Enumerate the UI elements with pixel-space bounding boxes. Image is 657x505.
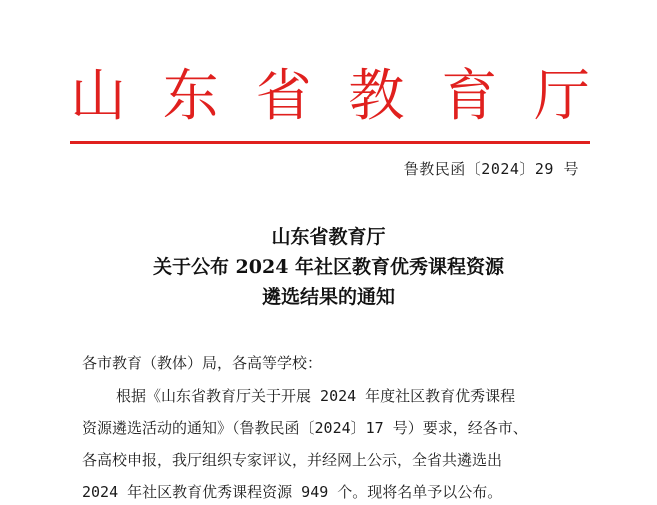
document-number: 鲁教民函〔2024〕29 号: [403, 160, 579, 178]
header-red-rule: [70, 141, 590, 144]
header-char: 育: [441, 64, 498, 129]
header-char: 厅: [533, 64, 590, 129]
header-char: 教: [348, 64, 405, 129]
body-paragraph: [82, 380, 597, 505]
paragraph-line: 各高校申报，我厅组织专家评议，并经网上公示，全省共遴选出: [82, 451, 503, 469]
paragraph-line: 根据《山东省教育厅关于开展 2024 年度社区教育优秀课程: [116, 387, 516, 405]
paragraph-line: 资源遴选活动的通知》（鲁教民函〔2024〕17 号）要求，经各市、: [82, 419, 528, 437]
document-body: [82, 350, 597, 505]
title-line-3: 遴选结果的通知: [261, 286, 395, 308]
paragraph-line: 2024 年社区教育优秀课程资源 949 个。现将名单予以公布。: [82, 483, 503, 501]
header-char: 东: [162, 64, 219, 129]
title-line-1: 山东省教育厅: [271, 226, 386, 248]
salutation: 各市教育（教体）局，各高等学校：: [82, 354, 323, 372]
header-char: 山: [70, 64, 126, 129]
document-title: [0, 222, 657, 312]
header-char: 省: [255, 64, 312, 129]
issuing-authority-header: [70, 62, 590, 132]
title-line-2: 关于公布 2024 年社区教育优秀课程资源: [152, 256, 505, 278]
